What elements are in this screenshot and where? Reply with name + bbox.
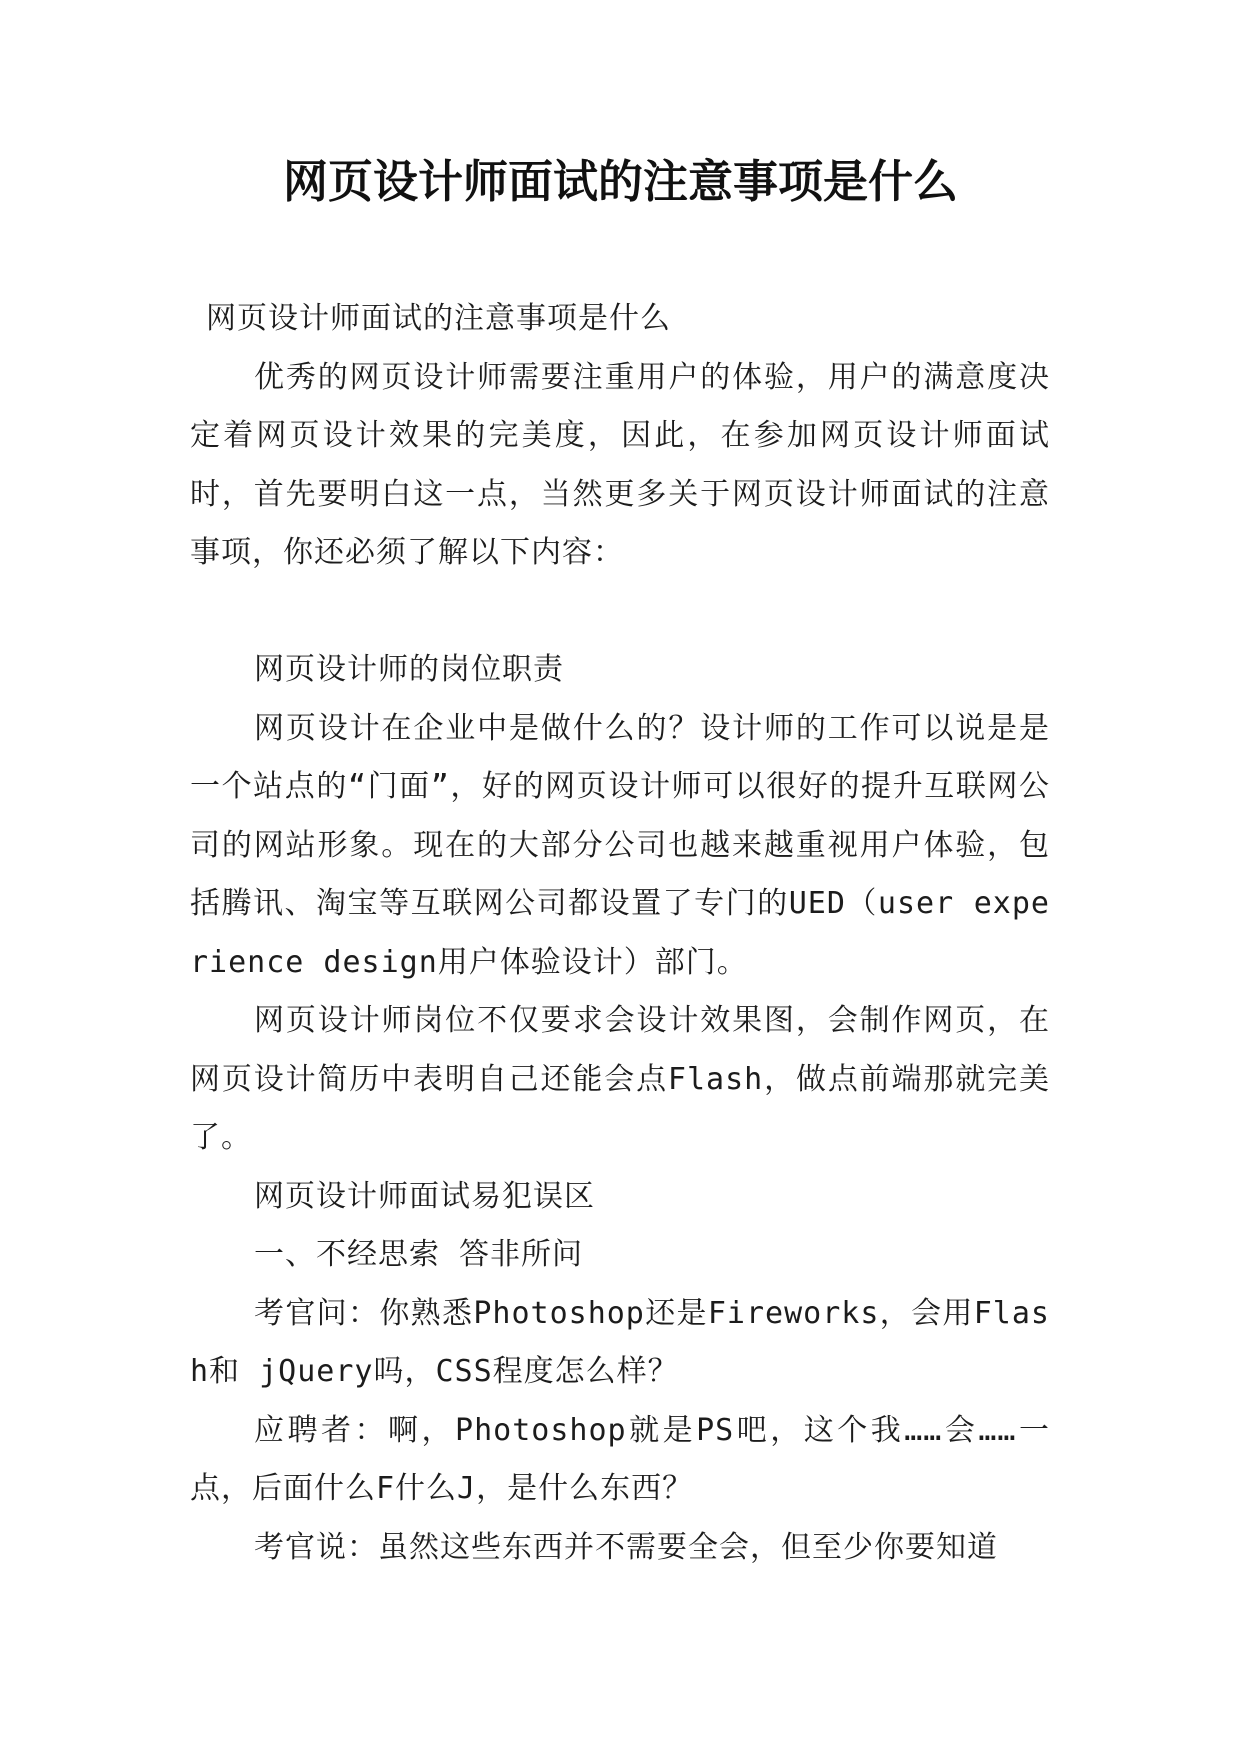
subheading-mistake-1: 一、不经思索 答非所问 bbox=[254, 1237, 584, 1272]
document-subtitle: 网页设计师面试的注意事项是什么 bbox=[206, 301, 671, 336]
paragraph-duties-2: 网页设计师岗位不仅要求会设计效果图，会制作网页，在网页设计简历中表明自己还能会点Flash，做点前端那就完美了。 bbox=[190, 1003, 1050, 1155]
paragraph-intro: 优秀的网页设计师需要注重用户的体验，用户的满意度决定着网页设计效果的完美度，因此，在参加网页设计师面试时，首先要明白这一点，当然更多关于网页设计师面试的注意事项，你还必须了解以下内容： bbox=[190, 359, 1050, 570]
section-heading-duties: 网页设计师的岗位职责 bbox=[254, 652, 564, 687]
document-title: 网页设计师面试的注意事项是什么 bbox=[282, 155, 958, 208]
section-heading-mistakes: 网页设计师面试易犯误区 bbox=[254, 1178, 595, 1214]
document-body bbox=[190, 290, 1050, 1577]
paragraph-spacer bbox=[190, 583, 1050, 642]
paragraph-duties-1: 网页设计在企业中是做什么的？设计师的工作可以说是是一个站点的“门面”，好的网页设计师可以很好的提升互联网公司的网站形象。现在的大部分公司也越来越重视用户体验，包括腾讯、淘宝等互联网公司都设置了专门的UED（user experience design用户体验设计）部门。 bbox=[190, 710, 1050, 980]
paragraph-applicant-answer: 应聘者：啊，Photoshop就是PS吧，这个我……会……一点，后面什么F什么J，是什么东西？ bbox=[190, 1412, 1050, 1506]
paragraph-interviewer-question: 考官问：你熟悉Photoshop还是Fireworks，会用Flash和 jQuery吗，CSS程度怎么样？ bbox=[190, 1295, 1050, 1389]
paragraph-interviewer-comment: 考官说：虽然这些东西并不需要全会，但至少你要知道 bbox=[254, 1529, 998, 1565]
